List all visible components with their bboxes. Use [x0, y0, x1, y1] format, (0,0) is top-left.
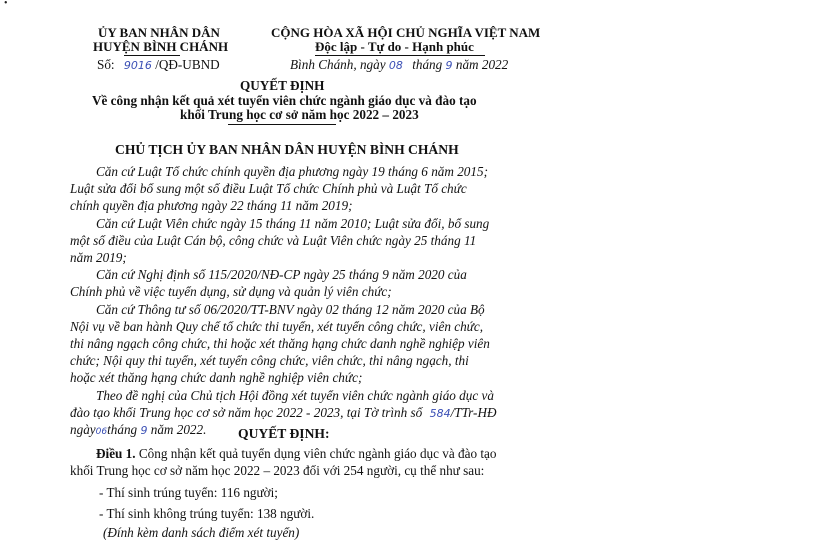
- national-motto: Độc lập - Tự do - Hạnh phúc: [315, 39, 474, 54]
- decision-subject-line2: khối Trung học cơ sở năm học 2022 – 2023: [180, 107, 419, 122]
- decision-heading: QUYẾT ĐỊNH:: [238, 426, 330, 441]
- proposal-line1: Theo đề nghị của Chủ tịch Hội đồng xét tuyển viên chức ngành giáo dục và: [96, 388, 494, 403]
- decision-title: QUYẾT ĐỊNH: [240, 78, 325, 93]
- article-1-line1: Điều 1. Công nhận kết quả tuyển dụng viên chức ngành giáo dục và đào tạo: [96, 446, 497, 461]
- decision-subject-line1: Về công nhận kết quả xét tuyển viên chức ngành giáo dục và đào tạo: [92, 93, 477, 108]
- issuing-authority: CHỦ TỊCH ỦY BAN NHÂN DÂN HUYỆN BÌNH CHÁNH: [115, 142, 459, 157]
- preamble-4-line2: Nội vụ về ban hành Quy chế tổ chức thi tuyển, xét tuyển công chức, viên chức,: [70, 319, 484, 334]
- handwritten-submission-number: 584: [429, 407, 451, 420]
- agency-district: HUYỆN BÌNH CHÁNH: [93, 39, 229, 54]
- handwritten-submission-day: 06: [95, 427, 108, 437]
- issue-date: Bình Chánh, ngày 08 tháng 9 năm 2022: [290, 57, 509, 72]
- proposal-line3: ngày06tháng 9 năm 2022.: [70, 422, 207, 437]
- preamble-1-line2: Luật sửa đổi bổ sung một số điều Luật Tổ chức Chính phủ và Luật Tổ chức: [70, 181, 467, 196]
- preamble-3-line1: Căn cứ Nghị định số 115/2020/NĐ-CP ngày 25 tháng 9 năm 2020 của: [96, 267, 467, 282]
- corner-mark: •: [4, 0, 8, 9]
- article-1-label: Điều 1.: [96, 446, 136, 461]
- preamble-2-line2: một số điều của Luật Cán bộ, công chức và Luật Viên chức ngày 25 tháng 11: [70, 233, 477, 248]
- article-1-line2: khối Trung học cơ sở năm học 2022 – 2023 đối với 254 người, cụ thể như sau:: [70, 463, 485, 478]
- agency-name: ỦY BAN NHÂN DÂN: [98, 25, 220, 40]
- preamble-4-line5: hoặc xét thăng hạng chức danh nghề nghiệp viên chức;: [70, 370, 363, 385]
- preamble-2-line3: năm 2019;: [70, 250, 127, 265]
- handwritten-day: 08: [388, 59, 403, 72]
- national-title: CỘNG HÒA XÃ HỘI CHỦ NGHĨA VIỆT NAM: [271, 25, 541, 40]
- preamble-1-line1: Căn cứ Luật Tổ chức chính quyền địa phương ngày 19 tháng 6 năm 2015;: [96, 164, 488, 179]
- handwritten-number: 9016: [123, 59, 152, 72]
- article-1-item-failed: - Thí sinh không trúng tuyển: 138 người.: [99, 506, 315, 521]
- preamble-1-line3: chính quyền địa phương ngày 22 tháng 11 năm 2019;: [70, 198, 353, 213]
- document-number: Số: 9016 /QĐ-UBND: [97, 57, 220, 72]
- article-1-item-passed: - Thí sinh trúng tuyển: 116 người;: [99, 485, 278, 500]
- preamble-2-line1: Căn cứ Luật Viên chức ngày 15 tháng 11 năm 2010; Luật sửa đổi, bổ sung: [96, 216, 490, 231]
- article-1-attachment: (Đính kèm danh sách điểm xét tuyển): [103, 525, 300, 540]
- preamble-3-line2: Chính phủ về việc tuyển dụng, sử dụng và quản lý viên chức;: [70, 284, 392, 299]
- preamble-4-line3: thi nâng ngạch công chức, thi hoặc xét thăng hạng chức danh nghề nghiệp viên: [70, 336, 490, 351]
- preamble-4-line4: chức; Nội quy thi tuyển, xét tuyển công chức, viên chức, thi nâng ngạch, thi: [70, 353, 469, 368]
- handwritten-submission-month: 9: [140, 424, 148, 437]
- left-underline: [124, 55, 180, 56]
- title-underline: [228, 124, 336, 125]
- handwritten-month: 9: [445, 59, 453, 72]
- preamble-4-line1: Căn cứ Thông tư số 06/2020/TT-BNV ngày 02 tháng 12 năm 2020 của Bộ: [96, 302, 485, 317]
- proposal-line2: đào tạo khối Trung học cơ sở năm học 2022 - 2023, tại Tờ trình số 584/TTr-HĐ: [70, 405, 497, 420]
- right-underline: [315, 55, 485, 56]
